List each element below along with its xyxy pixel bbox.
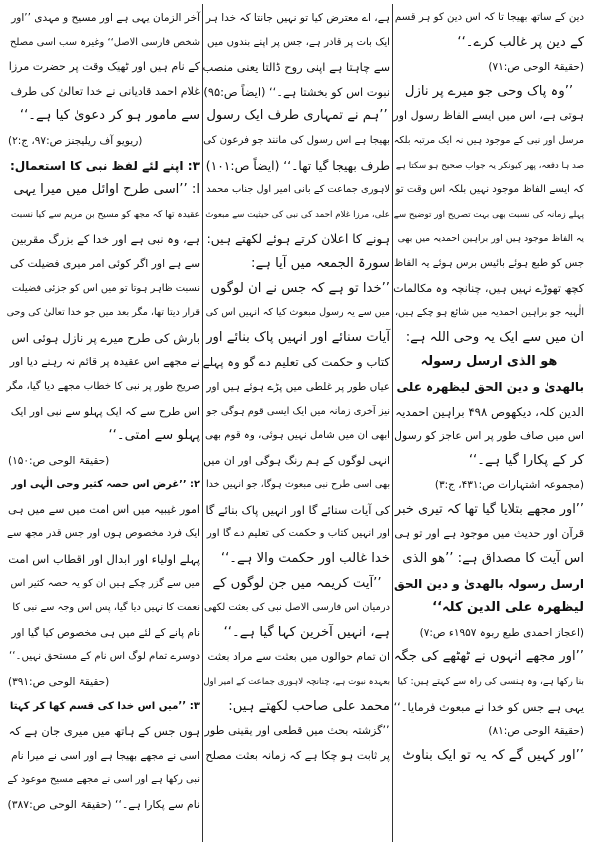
text-line: بالھدیٰ و دین الحق لیظھرہ علی [396, 379, 584, 394]
text-line: اس میں صاف طور پر اس عاجز کو رسول [394, 429, 584, 443]
text-line: الدین کلہ، دیکھوص ۴۹۸ براہین احمدیہ [395, 404, 584, 419]
text-line: نے مجھے اس عقیدہ پر قائم نہ رہنے دیا اور [9, 355, 200, 369]
text-line: دین کے ساتھ بھیجا تا کہ اس دین کو ہر قسم [394, 12, 584, 23]
citation-line: (مجموعہ اشتہارات ص:۴۳۱، ج:۳) [434, 479, 584, 492]
text-line: اس طرح سے کہ ایک پہلو سے نبی اور ایک [10, 404, 200, 418]
text-line: کی آیات سنائے گا اور انہیں پاک بنائے گا [205, 502, 390, 517]
text-line: کتاب و حکمت کی تعلیم دے گو وہ پہلے [202, 355, 390, 370]
citation-line: (اعجاز احمدی طبع ربوہ ۱۹۵۷ء ص:۷) [419, 626, 584, 639]
text-line: بعہدہ نبوت ہے، چنانچہ لاہوری جماعت کے امیر اول [203, 677, 390, 688]
text-line: صریح طور پر نبی کا خطاب مجھے دیا گیا، مگر [6, 380, 200, 392]
text-line: قرار دیتا تھا، مگر بعد میں جو خدا تعالیٰ کی وحی [6, 307, 200, 319]
section-heading: ۳: اپنے لئے لفظ نبی کا استعمال: [9, 158, 200, 173]
text-line: اس آیت کا مصداق ہے: ’’ھو الذی [402, 551, 584, 567]
text-line: خدا غالب اور حکمت والا ہے۔‘‘ [220, 551, 390, 567]
text-line: اسی نے مجھے بھیجا ہے اور اسی نے میرا نام [11, 749, 200, 762]
text-line: بنا رکھا ہے، وہ ہنسی کی راہ سے کہتے ہیں: کیا [397, 676, 584, 688]
text-line: نبی رکھا ہے اور اسی نے مجھے مسیح موعود کے [7, 774, 200, 786]
text-line: مرسل اور نبی کے موجود ہیں نہ ایک مرتبہ بلکہ [393, 134, 584, 146]
text-line: کر کے پکارا گیا ہے۔‘‘ [468, 452, 584, 468]
text-line: پر ثابت ہو چکا ہے کہ زمانہ بعثت مصلح [205, 748, 390, 762]
text-line: کے دین پر غالب کرے۔‘‘ [457, 34, 584, 50]
text-line: میں سے گزر چکے ہیں ان کو یہ حصہ کثیر اس [10, 577, 200, 589]
text-line: یہی ہے جس کو خدا نے مبعوث فرمایا۔‘‘ [393, 699, 584, 714]
text-line: ارسل رسولہ بالھدیٰ و دین الحق [393, 576, 584, 591]
column-divider [202, 4, 203, 842]
text-line: ۲: ’’غرض اس حصہ کثیر وحی الٰہی اور [11, 479, 200, 491]
citation-line: (ریویو آف ریلیجنز ص:۹۷، ج:۲) [8, 134, 143, 147]
text-line: سے مامور ہو کر دعویٰ کیا ہے۔‘‘ [19, 108, 200, 124]
citation-line: (حقیقۃ الوحی ص:۱۵۰) [8, 454, 110, 467]
text-line: ’’خدا تو ہے کہ جس نے ان لوگوں [210, 280, 390, 296]
text-line: ۳: ’’میں اس خدا کی قسم کھا کر کہتا [9, 700, 200, 712]
text-line: ’’اور کہیں گے کہ یہ تو ایک بناوٹ [402, 747, 584, 763]
text-line: نعمت کا نہیں دیا گیا، پس اس وجہ سے نبی کا [12, 602, 200, 614]
text-line: غلام احمد قادیانی نے خدا تعالیٰ کی طرف [10, 84, 200, 98]
text-line: انہی لوگوں کے ہم رنگ ہوگی اور ان میں [203, 453, 390, 467]
text-line: لاہوری جماعت کے بانی امیر اول جناب محمد [206, 184, 390, 196]
text-line: عیاں طور پر غلطی میں پڑے ہوئے ہیں اور [206, 380, 390, 393]
text-line: ’’ہم نے تمہاری طرف ایک رسول [206, 108, 388, 124]
text-line: محمد علی صاحب لکھتے ہیں: [228, 698, 390, 714]
text-line: ا: ’’اسی طرح اوائل میں میرا یہی [13, 182, 200, 198]
text-line: الٰہیہ جو براہین احمدیہ میں شائع ہو چکے ہیں، [394, 307, 584, 319]
text-line: یہ الفاظ موجود ہیں اور براہین احمدیہ میں بھی [397, 233, 584, 245]
column-divider [392, 4, 393, 842]
text-line: ہے، انہیں آخرین کہا گیا ہے۔‘‘ [223, 624, 390, 640]
text-line: ’’آیت کریمہ میں جن لوگوں کے [212, 575, 382, 591]
text-line: ہے، اے معترض کیا تو نہیں جانتا کہ خدا ہر [205, 12, 390, 24]
text-line: نام پانے کے لئے میں ہی مخصوص کیا گیا اور [11, 626, 200, 639]
text-line: سے چاہتا ہے اپنی روح ڈالتا یعنی منصب [202, 60, 390, 75]
text-line: دوسرے تمام لوگ اس نام کے مستحق نہیں۔‘‘ [9, 651, 200, 663]
text-line: قرآن اور حدیث میں موجود ہے اور تو ہی [394, 527, 584, 541]
text-line: ایک بات پر قادر ہے، جس پر اپنے بندوں میں [207, 36, 390, 48]
text-line: ’’اور مجھے بتلایا گیا تھا کہ تیری خبر [394, 501, 584, 517]
text-line: ان میں سے ایک یہ وحی اللہ ہے: [405, 329, 584, 345]
text-line: ’’گزشتہ بحث میں قطعی اور یقینی طور [204, 724, 390, 738]
text-line: نبوت اس کو بخشتا ہے۔‘‘ (ایضاً ص:۹۵) [203, 84, 390, 99]
text-line: پہلو سے امتی۔‘‘ [108, 428, 200, 444]
text-line: ہوتی ہے، اس میں ایسے الفاظ رسول اور [393, 109, 584, 123]
text-line: سورۃ الجمعہ میں آیا ہے: [251, 255, 390, 271]
text-line: ’’اور مجھے انہوں نے ٹھٹھے کی جگہ [393, 649, 584, 665]
text-line: اور انہیں کتاب و حکمت کی تعلیم دے گا اور [206, 528, 390, 540]
text-line: ایک فرد مخصوص ہوں اور جس قدر مجھ سے [7, 528, 200, 540]
text-line: بھی اسی طرح نبی مبعوث ہوگا، جو انہیں خدا [205, 479, 390, 491]
text-line: ہے، وہ نبی ہے اور خدا کے بزرگ مقربین [11, 232, 200, 247]
text-line: آخر الزمان یہی ہے اور مسیح و مہدی ’’اور [11, 12, 200, 24]
text-line: ان تمام حوالوں میں بعثت سے مراد بعثت [207, 650, 390, 664]
text-line: بھیجا ہے اس رسول کی مانند جو فرعون کی [203, 134, 390, 146]
text-line: درمیان اس فارسی الاصل نبی کی بعثت لکھی [203, 602, 390, 614]
text-line: جس کو طبع ہوئے بائیس برس ہوئے یہ الفاظ [393, 257, 584, 269]
text-line: ’’وہ پاک وحی جو میرے پر نازل [404, 83, 574, 99]
text-line: پہلے اولیاء اور ابدال اور اقطاب اس امت [8, 552, 200, 567]
left-column [8, 6, 200, 841]
text-line: صد ہا دفعہ، پھر کیونکر یہ جواب صحیح ہو سکتا ہے [395, 160, 584, 171]
text-line: کہ ایسے الفاظ موجود نہیں بلکہ اس وقت تو [395, 184, 584, 196]
right-column [394, 6, 584, 841]
text-line: نیز آخری زمانہ میں ایک ایسی قوم ہوگی جو [206, 405, 390, 417]
text-line: نام سے پکارا ہے۔‘‘ (حقیقۃ الوحی ص:۳۸۷) [7, 798, 200, 811]
text-line: لیظھرہ علی الدین کلہ‘‘ [432, 600, 584, 616]
text-line: ابھی ان میں شامل نہیں ہوئی، وہ قوم بھی [204, 430, 390, 442]
text-line: طرف بھیجا گیا تھا۔‘‘ (ایضاً ص:۱۰۱) [205, 158, 390, 173]
middle-column [204, 6, 390, 841]
text-line: میں سے یہ رسول مبعوث کیا کہ انہیں اس کی [205, 307, 390, 319]
text-line: عقیدہ تھا کہ مجھ کو مسیح بن مریم سے کیا نسبت [10, 209, 200, 220]
text-line: بارش کی طرح میرے پر نازل ہوئی اس [11, 330, 200, 345]
text-line: سے ہے اور اگر کوئی امر میری فضیلت کی [9, 256, 200, 270]
citation-line: (حقیقۃ الوحی ص:۸۱) [488, 725, 584, 738]
citation-line: (حقیقۃ الوحی ص:۳۹۱) [8, 676, 110, 689]
citation-line: (حقیقۃ الوحی ص:۷۱) [488, 61, 584, 74]
text-line: نسبت ظاہر ہوتا تو میں اس کو جزئی فضیلت [11, 282, 200, 294]
text-line: امور غیبیہ میں اس امت میں سے میں ہی [8, 502, 200, 516]
text-line: کے نام ہیں اور ٹھیک وقت پر حضرت مرزا [8, 60, 200, 74]
text-line: ھو الذی ارسل رسولہ [420, 354, 558, 370]
text-line: علی، مرزا غلام احمد کی نبی کی حیثیت سے مبعوث [205, 209, 390, 220]
text-line: ہونے کا اعلان کرتے ہوئے لکھتے ہیں: [206, 232, 390, 247]
text-line: شخص فارسی الاصل‘‘ وغیرہ سب اسی مصلح [10, 36, 200, 48]
text-line: کچھ تھوڑے نہیں ہیں، چنانچہ وہ مکالمات [393, 281, 584, 295]
text-line: ہوں جس کے ہاتھ میں میری جان ہے کہ [8, 724, 200, 739]
text-line: آیات سنائے اور انہیں پاک بنائے اور [206, 329, 390, 345]
text-line: پہلے زمانہ کی نسبت بھی بہت تصریح اور توضیح سے [393, 209, 584, 220]
